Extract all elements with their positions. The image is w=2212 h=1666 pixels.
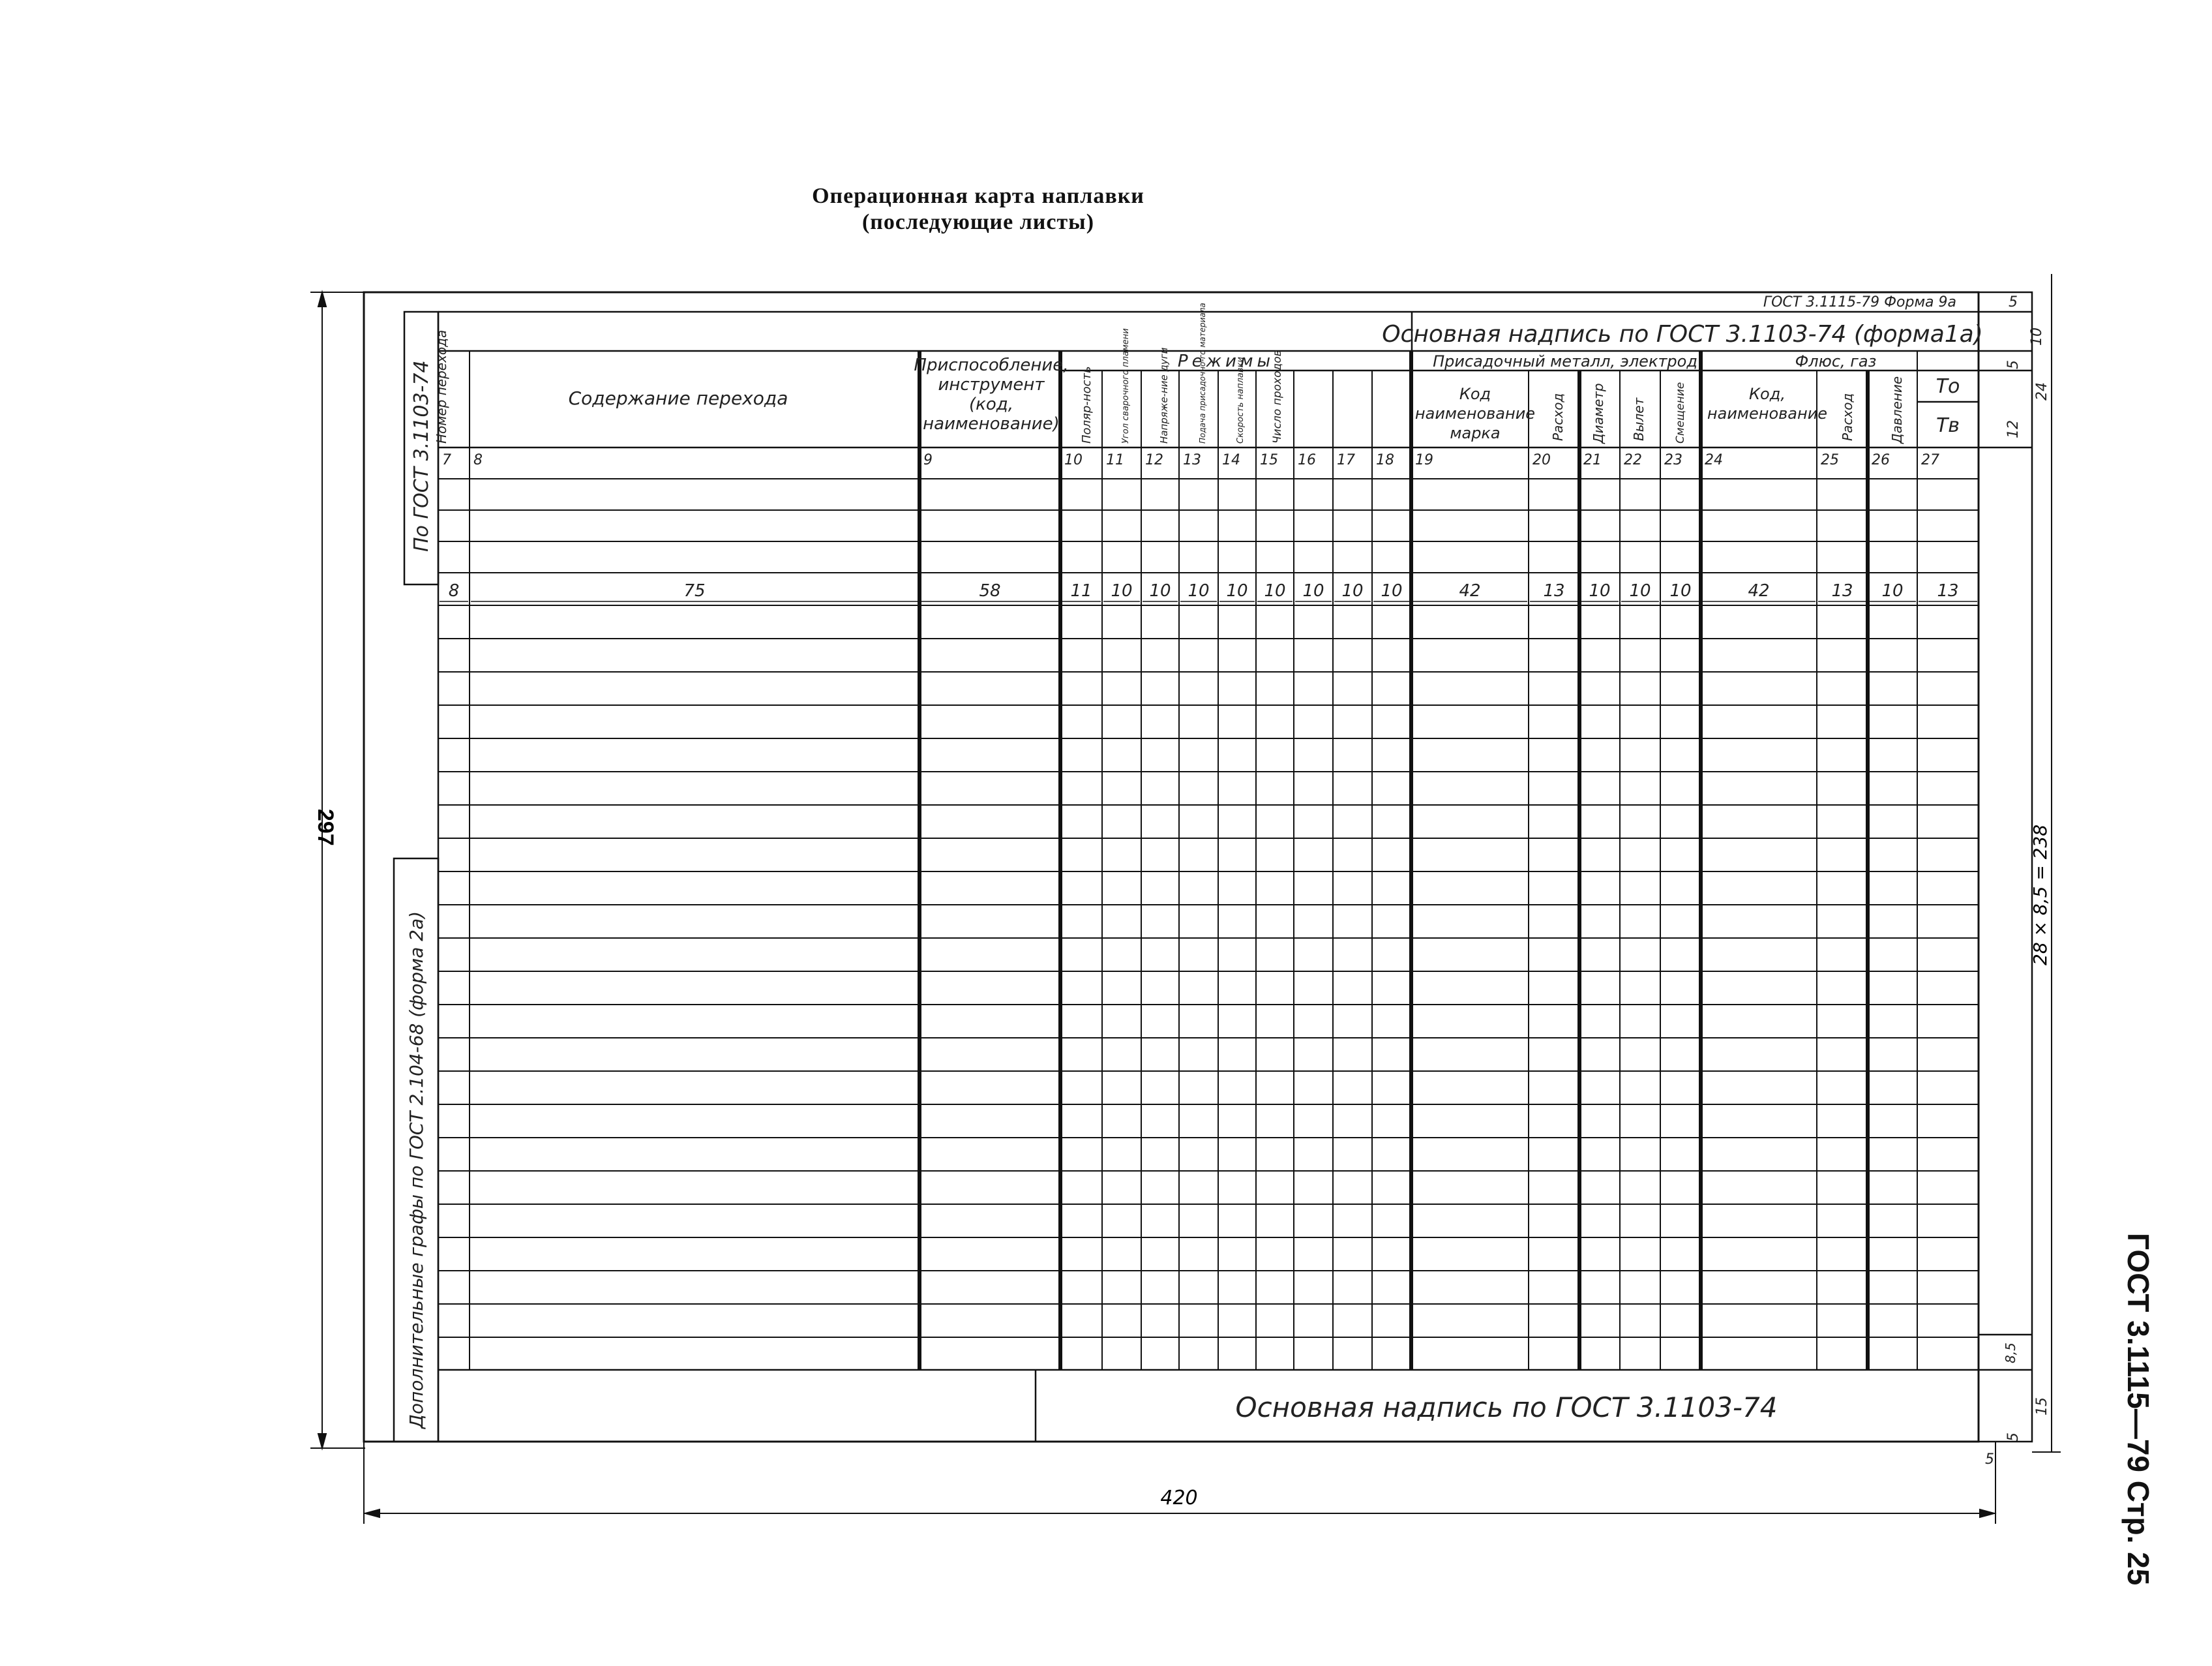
column-number: 22	[1624, 452, 1642, 468]
header-soderzhanie: Содержание перехода	[568, 387, 788, 409]
dim-right-rows: 28 × 8,5 = 238	[2029, 824, 2051, 965]
column-width-label: 10	[1226, 581, 1248, 601]
header-napryazhenie: Напряже-ние дуги	[1158, 347, 1170, 444]
column-number: 13	[1183, 452, 1201, 468]
dim-10: 10	[2029, 327, 2045, 346]
column-width-label: 10	[1302, 581, 1324, 601]
column-number: 12	[1145, 452, 1163, 468]
header-podacha: Подача присадочно-го материала	[1198, 303, 1207, 444]
header-flyus-gaz: Флюс, газ	[1795, 352, 1877, 371]
dim-5b: 5	[2005, 360, 2022, 369]
column-number: 23	[1664, 452, 1682, 468]
column-width-label: 10	[1669, 581, 1692, 601]
column-width-label: 10	[1381, 581, 1403, 601]
column-number: 11	[1106, 452, 1124, 468]
column-width-labels	[440, 581, 1977, 601]
column-number: 21	[1583, 452, 1602, 468]
header-tv: Тв	[1936, 414, 1960, 437]
column-width-label: 42	[1748, 581, 1770, 601]
basic-inscription-bottom: Основная надпись по ГОСТ 3.1103-74	[1235, 1391, 1778, 1423]
column-number: 19	[1415, 452, 1433, 468]
header-prisadochny: Присадочный металл, электрод	[1433, 352, 1697, 371]
page-stamp: ГОСТ 3.1115—79 Стр. 25	[2121, 1233, 2155, 1586]
dim-12: 12	[2005, 420, 2022, 438]
header-vylet: Вылет	[1631, 397, 1647, 441]
column-number: 25	[1821, 452, 1839, 468]
dim-height: 297	[313, 809, 338, 846]
column-number: 17	[1337, 452, 1355, 468]
column-width-label: 75	[683, 581, 706, 601]
basic-inscription-top: Основная надпись по ГОСТ 3.1103-74 (форма1а)	[1382, 321, 1983, 348]
column-width-label: 10	[1188, 581, 1210, 601]
dim-5-top: 5	[2009, 294, 2018, 310]
column-width-label: 10	[1589, 581, 1611, 601]
column-width-label: 8	[448, 581, 460, 601]
column-number: 14	[1222, 452, 1240, 468]
column-width-label: 13	[1831, 581, 1853, 601]
column-number: 8	[473, 452, 483, 468]
column-width-label: 10	[1111, 581, 1133, 601]
column-number: 9	[923, 452, 933, 468]
column-width-label: 58	[979, 581, 1001, 601]
header-kod-naim-1: Код,	[1749, 385, 1786, 403]
column-number-labels	[442, 452, 1939, 468]
document-title: Операционная карта наплавки	[812, 184, 1144, 208]
column-width-label: 10	[1149, 581, 1171, 601]
column-width-label: 13	[1543, 581, 1565, 601]
column-number: 20	[1532, 452, 1551, 468]
column-width-label: 10	[1629, 581, 1651, 601]
column-number: 24	[1705, 452, 1723, 468]
header-nomer-perehoda: Номер перехода	[434, 329, 449, 444]
column-width-label: 10	[1264, 581, 1286, 601]
header-prisposoblenie-3: (код,	[969, 395, 1013, 414]
dim-5-corner: 5	[1985, 1451, 1994, 1468]
header-davlenie: Давление	[1889, 376, 1905, 444]
header-chislo-prohodov: Число проходов	[1271, 350, 1284, 444]
column-number: 16	[1298, 452, 1316, 468]
column-width-label: 13	[1937, 581, 1959, 601]
left-margin-bottom-text: Дополнительные графы по ГОСТ 2.104-68 (форма 2а)	[406, 911, 427, 1429]
header-to: То	[1936, 375, 1960, 398]
column-width-label: 10	[1881, 581, 1904, 601]
header-kod-2: наименование	[1414, 404, 1536, 423]
column-width-label: 42	[1459, 581, 1481, 601]
column-number: 15	[1260, 452, 1278, 468]
header-rezhimy: Режимы	[1177, 352, 1275, 371]
dim-8-5: 8,5	[2003, 1342, 2018, 1363]
header-smeshenie: Смещение	[1674, 382, 1687, 444]
document-subtitle: (последующие листы)	[861, 210, 1095, 234]
header-kod-1: Код	[1459, 385, 1491, 403]
header-ugol: Угол сварочного пламени	[1121, 328, 1131, 444]
header-kod-3: марка	[1450, 424, 1501, 442]
dim-width: 420	[1160, 1487, 1198, 1509]
header-prisposoblenie-2: инструмент	[938, 375, 1045, 395]
header-prisposoblenie-4: наименование)	[923, 414, 1060, 434]
header-prisposoblenie-1: Приспособление,	[914, 356, 1069, 375]
header-rashod-2: Расход	[1840, 393, 1855, 441]
column-number: 27	[1921, 452, 1939, 468]
column-width-label: 11	[1070, 581, 1092, 601]
dim-24: 24	[2034, 382, 2050, 401]
header-diametr: Диаметр	[1591, 383, 1606, 444]
column-number: 7	[442, 452, 451, 468]
header-skorost: Скорость наплавки	[1236, 357, 1246, 444]
table-columns	[470, 351, 1917, 1370]
left-margin-top-text: По ГОСТ 3.1103-74	[410, 360, 433, 552]
column-number: 18	[1376, 452, 1394, 468]
header-kod-naim-2: наименование	[1707, 404, 1828, 423]
column-width-label: 10	[1341, 581, 1364, 601]
header-rashod: Расход	[1550, 393, 1566, 441]
dim-5-bottom: 5	[2005, 1432, 2022, 1442]
form-code: ГОСТ 3.1115-79 Форма 9а	[1763, 294, 1956, 310]
column-number: 26	[1872, 452, 1890, 468]
header-polyarnost: Поляр-ность	[1080, 366, 1094, 444]
column-number: 10	[1064, 452, 1083, 468]
dim-15: 15	[2034, 1397, 2050, 1416]
